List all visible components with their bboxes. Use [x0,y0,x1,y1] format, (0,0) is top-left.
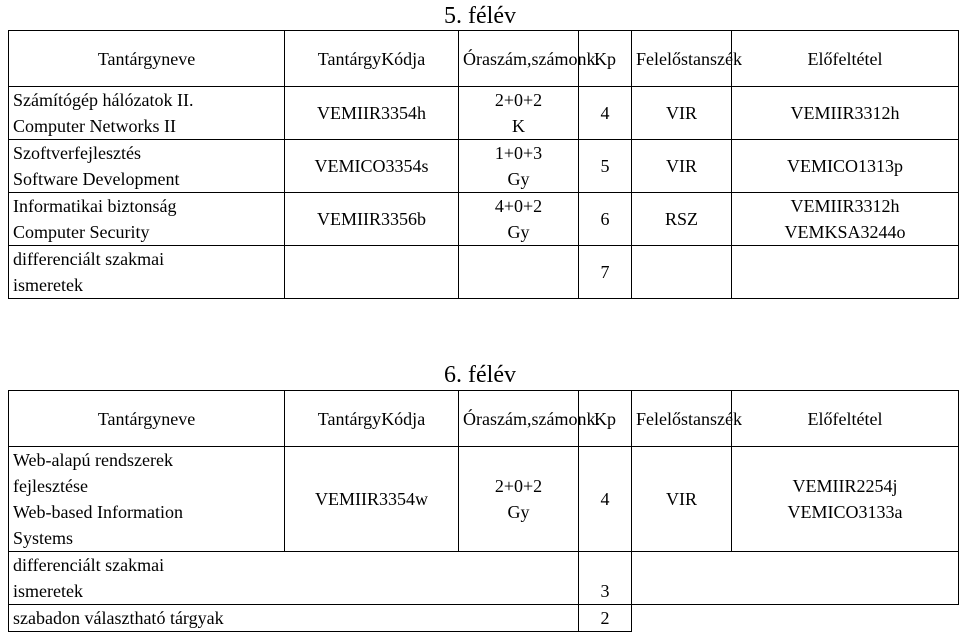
subject-code: VEMICO3354s [285,140,459,193]
semester-6-title: 6. félév [444,362,516,388]
header-subject-name: Tantárgyneve [9,391,285,447]
table-header-row [9,31,959,87]
header-kp: Kp [579,31,632,87]
subject-code [285,246,459,299]
subject-name-cell: differenciált szakmai ismeretek [9,552,579,605]
header-department: Felelőstanszék [632,31,732,87]
table-row [9,552,959,605]
hours-cell: 2+0+2 K [459,87,579,140]
table-row [9,140,959,193]
department [632,246,732,299]
department: VIR [632,140,732,193]
hours-cell: 1+0+3 Gy [459,140,579,193]
header-prerequisite: Előfeltétel [732,391,959,447]
kp-value: 6 [579,193,632,246]
subject-name: szabadon választható tárgyak [9,605,579,632]
header-subject-code: TantárgyKódja [285,391,459,447]
semester-5-title: 5. félév [444,3,516,29]
subject-name-cell: Informatikai biztonság Computer Security [9,193,285,246]
kp-value: 4 [579,87,632,140]
kp-value: 2 [579,605,632,632]
kp-value: 3 [579,552,632,605]
table-row [9,246,959,299]
header-kp: Kp [579,391,632,447]
header-hours: Óraszám,számonk. [459,391,579,447]
semester-5-table [8,30,959,299]
empty-cell [632,552,959,605]
subject-code: VEMIIR3356b [285,193,459,246]
kp-value: 4 [579,447,632,552]
table-row [9,447,959,552]
department: VIR [632,447,732,552]
header-subject-name: Tantárgyneve [9,31,285,87]
hours-cell: 4+0+2 Gy [459,193,579,246]
subject-name-cell: Szoftverfejlesztés Software Development [9,140,285,193]
subject-name-cell: Web-alapú rendszerek fejlesztése Web-based Information Systems [9,447,285,552]
department: RSZ [632,193,732,246]
kp-value: 7 [579,246,632,299]
prerequisite-cell: VEMIIR2254j VEMICO3133a [732,447,959,552]
semester-6-table [8,390,959,632]
table-row [9,87,959,140]
kp-value: 5 [579,140,632,193]
table-row [9,193,959,246]
hours-cell [459,246,579,299]
header-subject-code: TantárgyKódja [285,31,459,87]
table-header-row [9,391,959,447]
hours-cell: 2+0+2 Gy [459,447,579,552]
subject-code: VEMIIR3354w [285,447,459,552]
prerequisite: VEMIIR3312h [732,87,959,140]
prerequisite: VEMICO1313p [732,140,959,193]
table-row [9,605,959,632]
prerequisite-cell: VEMIIR3312h VEMKSA3244o [732,193,959,246]
header-prerequisite: Előfeltétel [732,31,959,87]
subject-code: VEMIIR3354h [285,87,459,140]
subject-name-cell: Számítógép hálózatok II. Computer Networks II [9,87,285,140]
subject-name-cell: differenciált szakmai ismeretek [9,246,285,299]
department: VIR [632,87,732,140]
empty-cell [632,605,959,632]
prerequisite [732,246,959,299]
header-department: Felelőstanszék [632,391,732,447]
header-hours: Óraszám,számonk. [459,31,579,87]
